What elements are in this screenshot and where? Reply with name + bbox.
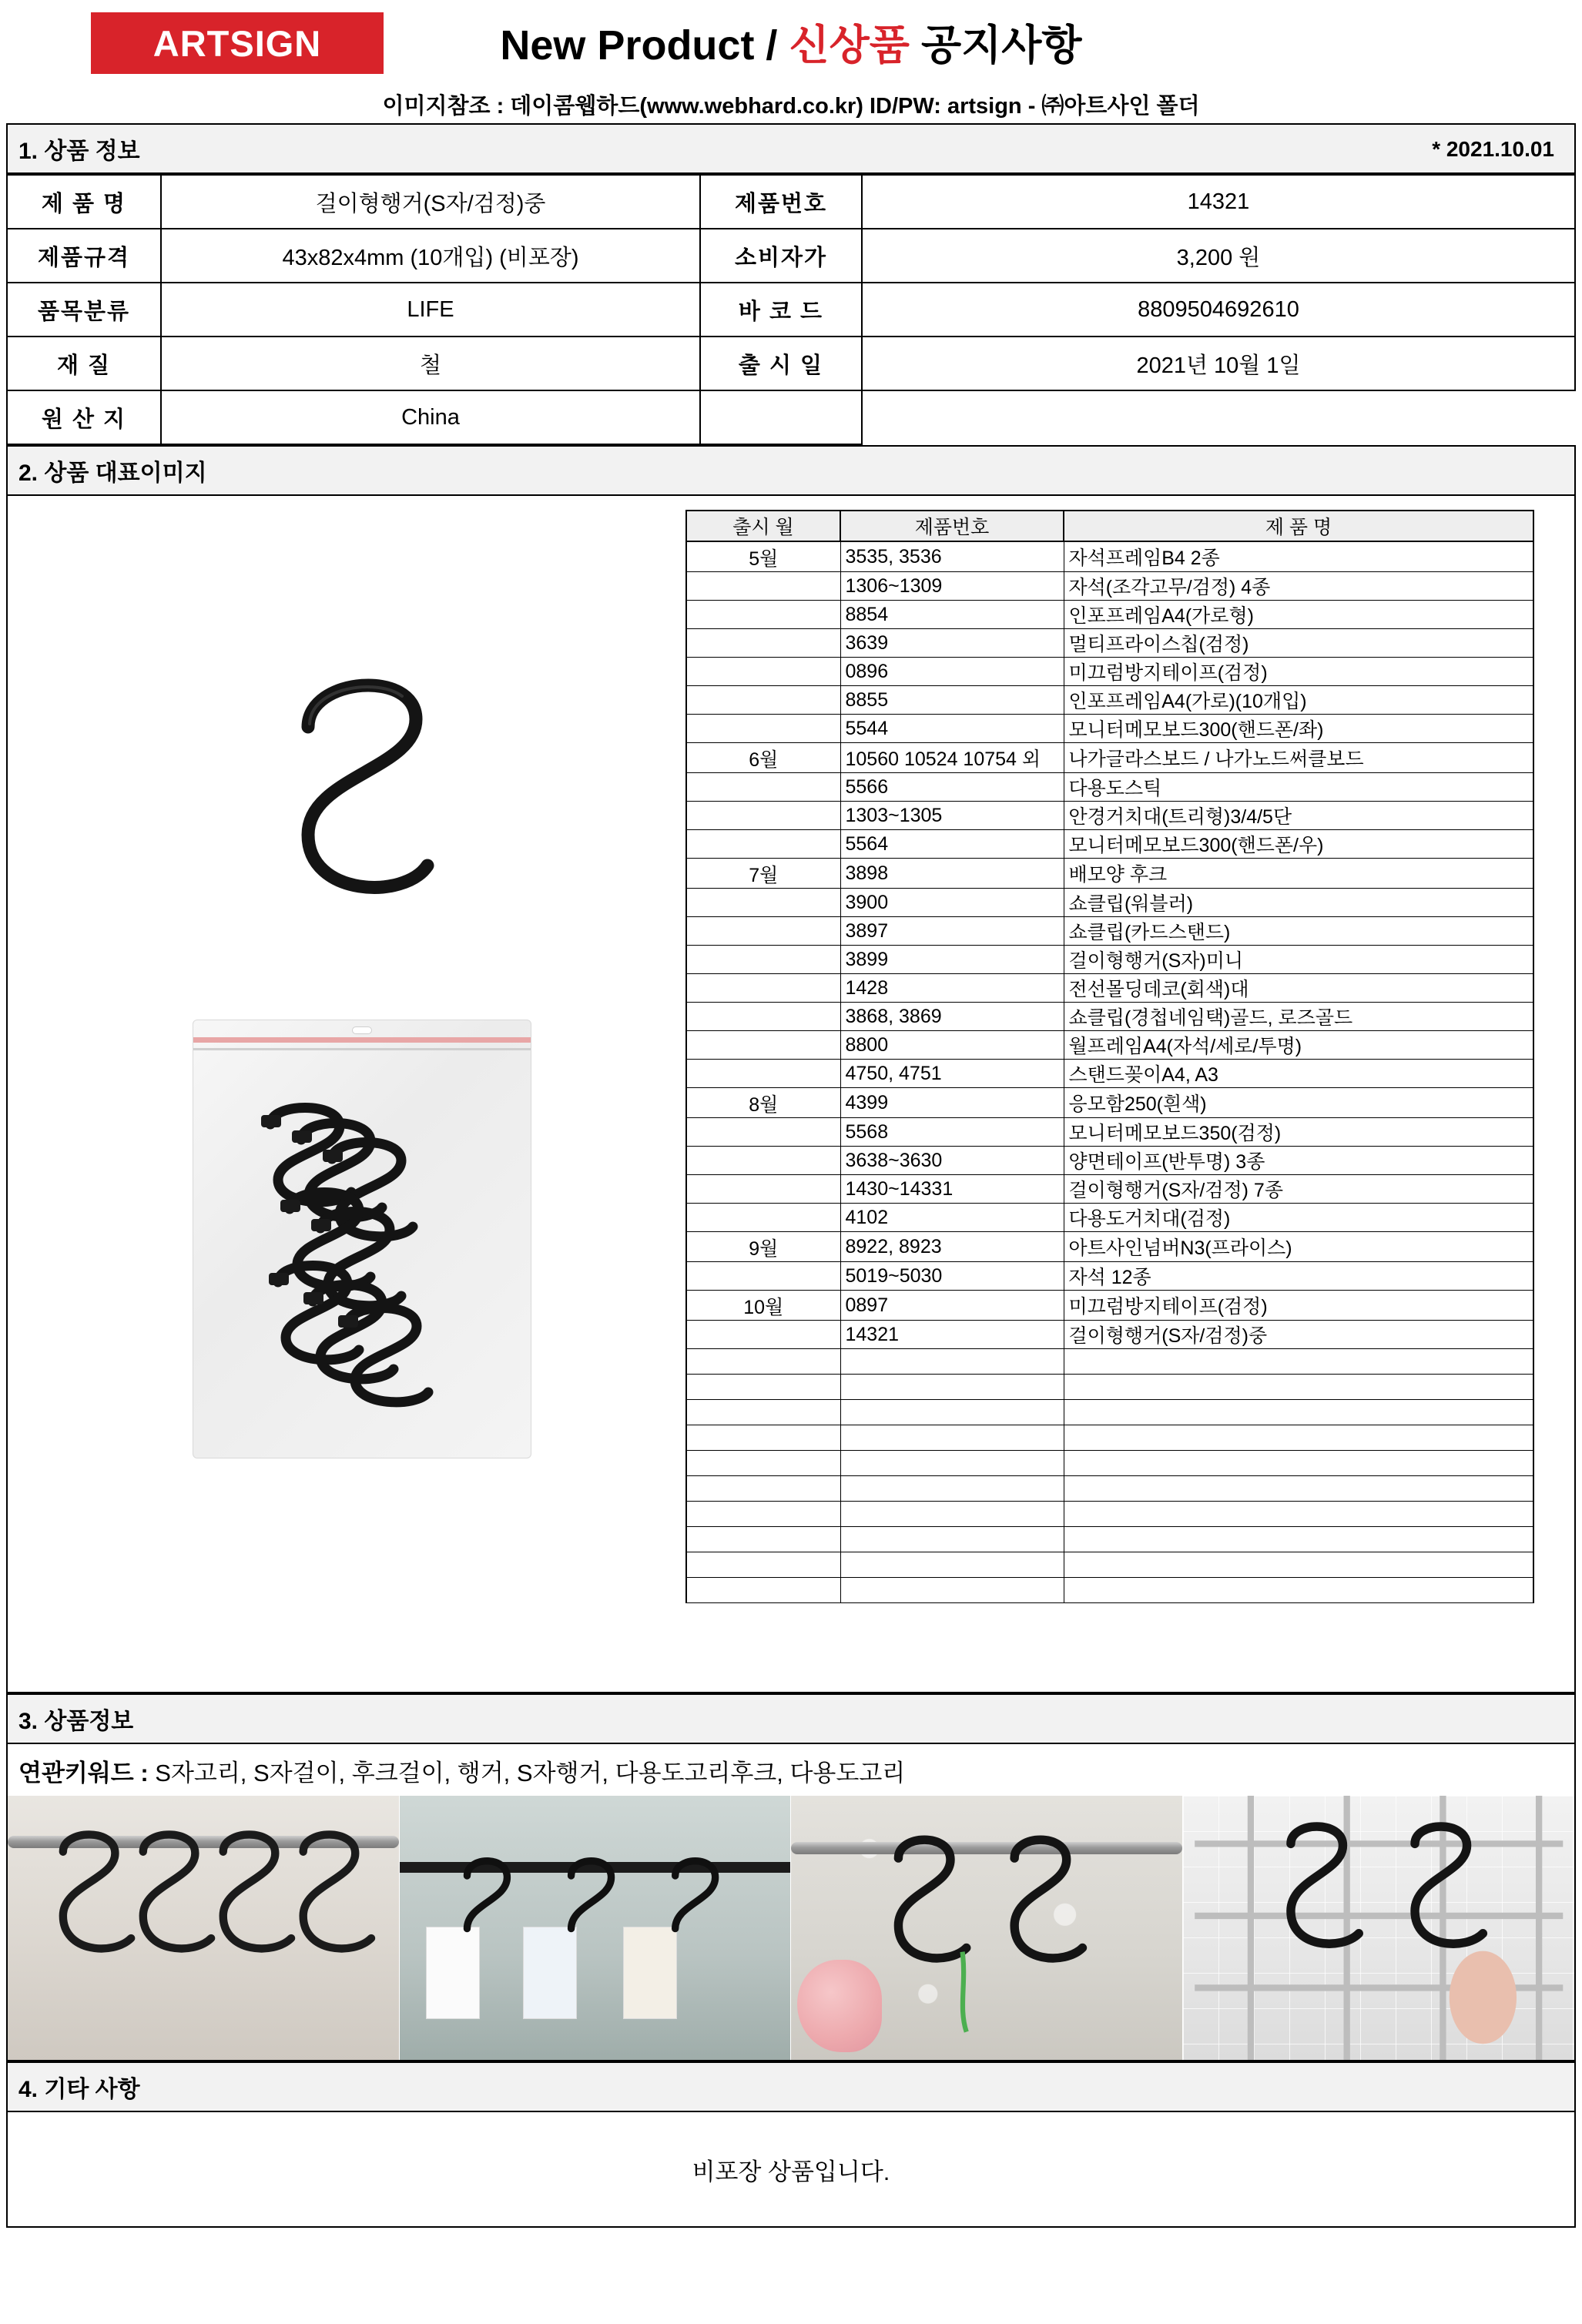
s-hooks-group-1	[8, 1796, 399, 2060]
release-product-code: 8800	[840, 1031, 1064, 1060]
table-row	[686, 974, 1533, 1003]
release-product-code	[840, 1425, 1064, 1451]
release-month	[686, 1476, 840, 1502]
release-product-name	[1064, 1527, 1533, 1552]
table-row	[686, 1118, 1533, 1147]
release-product-name: 모니터메모보드300(핸드폰/우)	[1064, 830, 1533, 859]
release-product-code: 8922, 8923	[840, 1232, 1064, 1262]
bag-hang-hole	[352, 1026, 372, 1034]
release-product-name: 배모양 후크	[1064, 859, 1533, 889]
release-product-code: 5544	[840, 715, 1064, 743]
release-product-name: 월프레임A4(자석/세로/투명)	[1064, 1031, 1533, 1060]
release-month	[686, 1425, 840, 1451]
release-month	[686, 1400, 840, 1425]
release-product-code	[840, 1527, 1064, 1552]
table-row	[686, 802, 1533, 830]
release-product-name: 나가글라스보드 / 나가노드써클보드	[1064, 743, 1533, 773]
release-product-code: 1303~1305	[840, 802, 1064, 830]
release-product-code	[840, 1451, 1064, 1476]
table-row	[686, 917, 1533, 946]
section-title-representative-image: 2. 상품 대표이미지	[6, 445, 1576, 496]
release-month	[686, 629, 840, 658]
s-hook-bundle	[224, 1093, 501, 1432]
release-month	[686, 1118, 840, 1147]
table-row	[686, 686, 1533, 715]
release-month	[686, 1552, 840, 1578]
table-row	[686, 1502, 1533, 1527]
section-title-product-info: 1. 상품 정보	[6, 123, 1576, 174]
info-value: 43x82x4mm (10개입) (비포장)	[161, 229, 700, 283]
release-product-name: 미끄럼방지테이프(검정)	[1064, 658, 1533, 686]
release-month	[686, 658, 840, 686]
table-row	[686, 1552, 1533, 1578]
product-packaging-bag	[193, 1020, 531, 1458]
col-header-name: 제 품 명	[1064, 511, 1533, 541]
release-product-code: 8855	[840, 686, 1064, 715]
info-value: 2021년 10월 1일	[862, 337, 1575, 390]
release-list-wrapper	[685, 510, 1564, 1603]
release-month	[686, 1321, 840, 1349]
title-part-2: 공지사항	[909, 22, 1082, 69]
keyword-value: S자고리, S자걸이, 후크걸이, 행거, S자행거, 다용도고리후크, 다용도고리	[155, 1760, 906, 1787]
release-month: 10월	[686, 1291, 840, 1321]
release-month	[686, 773, 840, 802]
table-row	[686, 773, 1533, 802]
release-month: 9월	[686, 1232, 840, 1262]
info-value: 철	[161, 337, 700, 390]
info-label: 제품규격	[7, 229, 161, 283]
section-title-other: 4. 기타 사항	[6, 2061, 1576, 2112]
table-row	[7, 337, 1575, 390]
release-month	[686, 572, 840, 601]
release-product-name	[1064, 1375, 1533, 1400]
product-info-table	[6, 174, 1576, 445]
release-product-name: 모니터메모보드350(검정)	[1064, 1118, 1533, 1147]
table-row	[686, 1175, 1533, 1204]
usage-photo-2	[400, 1796, 792, 2060]
release-product-name: 다용도거치대(검정)	[1064, 1204, 1533, 1232]
release-product-code: 3897	[840, 917, 1064, 946]
release-month	[686, 917, 840, 946]
table-row	[686, 1204, 1533, 1232]
release-month	[686, 889, 840, 917]
table-row	[686, 1527, 1533, 1552]
release-product-code: 3900	[840, 889, 1064, 917]
release-product-name: 걸이형행거(S자/검정) 7종	[1064, 1175, 1533, 1204]
release-product-code: 3898	[840, 859, 1064, 889]
release-product-code: 5566	[840, 773, 1064, 802]
release-product-code	[840, 1349, 1064, 1375]
info-label: 바 코 드	[700, 283, 862, 337]
release-product-code: 1428	[840, 974, 1064, 1003]
release-product-name	[1064, 1502, 1533, 1527]
info-empty-cell-2	[862, 390, 1575, 444]
release-product-name: 전선몰딩데코(회색)대	[1064, 974, 1533, 1003]
col-header-code: 제품번호	[840, 511, 1064, 541]
release-month	[686, 1147, 840, 1175]
release-product-code	[840, 1400, 1064, 1425]
release-product-name: 멀티프라이스칩(검정)	[1064, 629, 1533, 658]
release-product-code: 5564	[840, 830, 1064, 859]
table-row	[686, 830, 1533, 859]
release-month	[686, 1502, 840, 1527]
release-list-table	[685, 510, 1534, 1603]
s-hooks-group-3	[791, 1796, 1182, 2060]
release-month	[686, 1451, 840, 1476]
info-label: 재 질	[7, 337, 161, 390]
release-product-code: 10560 10524 10754 외	[840, 743, 1064, 773]
usage-photo-row	[6, 1796, 1576, 2061]
release-month	[686, 1262, 840, 1291]
table-row	[7, 390, 1575, 444]
release-product-code: 4102	[840, 1204, 1064, 1232]
release-product-name: 인포프레임A4(가로형)	[1064, 601, 1533, 629]
release-month	[686, 1527, 840, 1552]
release-product-code: 4399	[840, 1088, 1064, 1118]
release-product-name	[1064, 1349, 1533, 1375]
table-row	[686, 715, 1533, 743]
title-part-1: New Product /	[500, 22, 789, 69]
table-row	[686, 946, 1533, 974]
release-product-name: 다용도스틱	[1064, 773, 1533, 802]
info-label: 제 품 명	[7, 175, 161, 229]
release-product-code: 0896	[840, 658, 1064, 686]
release-product-code: 3638~3630	[840, 1147, 1064, 1175]
usage-photo-1	[8, 1796, 400, 2060]
table-row	[686, 1321, 1533, 1349]
table-row	[7, 283, 1575, 337]
date-stamp: * 2021.10.01	[1432, 137, 1554, 161]
table-row	[686, 1291, 1533, 1321]
release-product-code: 3535, 3536	[840, 541, 1064, 572]
table-row	[686, 1147, 1533, 1175]
info-empty-cell	[700, 390, 862, 444]
table-row	[686, 1375, 1533, 1400]
info-label: 제품번호	[700, 175, 862, 229]
release-product-name	[1064, 1425, 1533, 1451]
release-product-code: 1430~14331	[840, 1175, 1064, 1204]
release-product-name: 안경거치대(트리형)3/4/5단	[1064, 802, 1533, 830]
release-product-name: 걸이형행거(S자/검정)중	[1064, 1321, 1533, 1349]
release-month	[686, 946, 840, 974]
release-product-code: 3868, 3869	[840, 1003, 1064, 1031]
release-product-name: 모니터메모보드300(핸드폰/좌)	[1064, 715, 1533, 743]
release-month	[686, 1003, 840, 1031]
release-product-code: 8854	[840, 601, 1064, 629]
table-row	[686, 889, 1533, 917]
info-value: LIFE	[161, 283, 700, 337]
representative-image-area	[6, 496, 1576, 1693]
release-product-name: 응모함250(흰색)	[1064, 1088, 1533, 1118]
usage-photo-3	[791, 1796, 1183, 2060]
release-month: 6월	[686, 743, 840, 773]
info-value: 걸이형행거(S자/검정)중	[161, 175, 700, 229]
release-month: 8월	[686, 1088, 840, 1118]
release-month: 5월	[686, 541, 840, 572]
table-row	[686, 1088, 1533, 1118]
table-row	[686, 1425, 1533, 1451]
table-row	[686, 658, 1533, 686]
release-product-code	[840, 1552, 1064, 1578]
release-month	[686, 1060, 840, 1088]
release-product-name	[1064, 1400, 1533, 1425]
release-product-name: 자석 12종	[1064, 1262, 1533, 1291]
release-product-code: 1306~1309	[840, 572, 1064, 601]
s-hooks-group-2	[400, 1796, 791, 2060]
bag-seal-strip	[193, 1037, 531, 1043]
bag-seal-line	[193, 1048, 531, 1050]
table-row	[686, 1262, 1533, 1291]
release-month	[686, 715, 840, 743]
release-month	[686, 974, 840, 1003]
table-row	[686, 1578, 1533, 1603]
table-row	[686, 541, 1533, 572]
release-product-code: 4750, 4751	[840, 1060, 1064, 1088]
info-label: 출 시 일	[700, 337, 862, 390]
table-row	[7, 229, 1575, 283]
release-product-name: 걸이형행거(S자)미니	[1064, 946, 1533, 974]
col-header-month: 출시 월	[686, 511, 840, 541]
release-month	[686, 830, 840, 859]
table-row	[686, 601, 1533, 629]
release-product-code: 3899	[840, 946, 1064, 974]
table-row	[686, 1232, 1533, 1262]
title-highlight: 신상품	[789, 22, 910, 69]
release-product-name: 쇼클립(워블러)	[1064, 889, 1533, 917]
info-value: China	[161, 390, 700, 444]
info-label: 소비자가	[700, 229, 862, 283]
table-row	[686, 859, 1533, 889]
release-product-name: 인포프레임A4(가로)(10개입)	[1064, 686, 1533, 715]
release-product-name	[1064, 1451, 1533, 1476]
table-row	[7, 175, 1575, 229]
table-row	[686, 1060, 1533, 1088]
info-value: 8809504692610	[862, 283, 1575, 337]
release-product-name: 스탠드꽂이A4, A3	[1064, 1060, 1533, 1088]
release-month	[686, 686, 840, 715]
section-title-product-details: 3. 상품정보	[6, 1693, 1576, 1744]
release-product-code	[840, 1502, 1064, 1527]
release-product-code: 5019~5030	[840, 1262, 1064, 1291]
release-product-code	[840, 1375, 1064, 1400]
release-product-name: 미끄럼방지테이프(검정)	[1064, 1291, 1533, 1321]
release-product-name	[1064, 1578, 1533, 1603]
release-product-name: 쇼클립(경첩네임택)골드, 로즈골드	[1064, 1003, 1533, 1031]
info-label: 품목분류	[7, 283, 161, 337]
info-value: 3,200 원	[862, 229, 1575, 283]
table-row	[686, 1400, 1533, 1425]
release-product-code: 5568	[840, 1118, 1064, 1147]
release-month	[686, 1175, 840, 1204]
table-row	[686, 629, 1533, 658]
release-product-code: 0897	[840, 1291, 1064, 1321]
release-month	[686, 802, 840, 830]
reference-subtitle: 이미지참조 : 데이콤웹하드(www.webhard.co.kr) ID/PW: artsign - ㈜아트사인 폴더	[382, 94, 1200, 119]
release-product-name: 아트사인넘버N3(프라이스)	[1064, 1232, 1533, 1262]
release-product-name: 쇼클립(카드스탠드)	[1064, 917, 1533, 946]
release-month	[686, 1578, 840, 1603]
release-product-code: 14321	[840, 1321, 1064, 1349]
keyword-label: 연관키워드 :	[18, 1760, 156, 1787]
release-product-name	[1064, 1476, 1533, 1502]
release-product-name: 자석프레임B4 2종	[1064, 541, 1533, 572]
s-hook-illustration	[262, 635, 462, 958]
product-photo	[8, 496, 685, 1689]
info-label: 원 산 지	[7, 390, 161, 444]
s-hooks-group-4	[1183, 1796, 1575, 2060]
release-product-name: 자석(조각고무/검정) 4종	[1064, 572, 1533, 601]
table-header-row	[686, 511, 1533, 541]
release-product-code	[840, 1578, 1064, 1603]
release-month	[686, 1031, 840, 1060]
table-row	[686, 1003, 1533, 1031]
keyword-row	[6, 1744, 1576, 1796]
table-row	[686, 572, 1533, 601]
release-month	[686, 1349, 840, 1375]
release-product-code: 3639	[840, 629, 1064, 658]
footer-note: 비포장 상품입니다.	[6, 2112, 1576, 2228]
table-row	[686, 743, 1533, 773]
release-product-name: 양면테이프(반투명) 3종	[1064, 1147, 1533, 1175]
brand-logo: ARTSIGN	[91, 12, 384, 74]
info-value: 14321	[862, 175, 1575, 229]
release-month: 7월	[686, 859, 840, 889]
release-month	[686, 1375, 840, 1400]
table-row	[686, 1451, 1533, 1476]
usage-photo-4	[1183, 1796, 1575, 2060]
table-row	[686, 1031, 1533, 1060]
release-month	[686, 1204, 840, 1232]
release-product-code	[840, 1476, 1064, 1502]
table-row	[686, 1476, 1533, 1502]
release-month	[686, 601, 840, 629]
release-product-name	[1064, 1552, 1533, 1578]
table-row	[686, 1349, 1533, 1375]
